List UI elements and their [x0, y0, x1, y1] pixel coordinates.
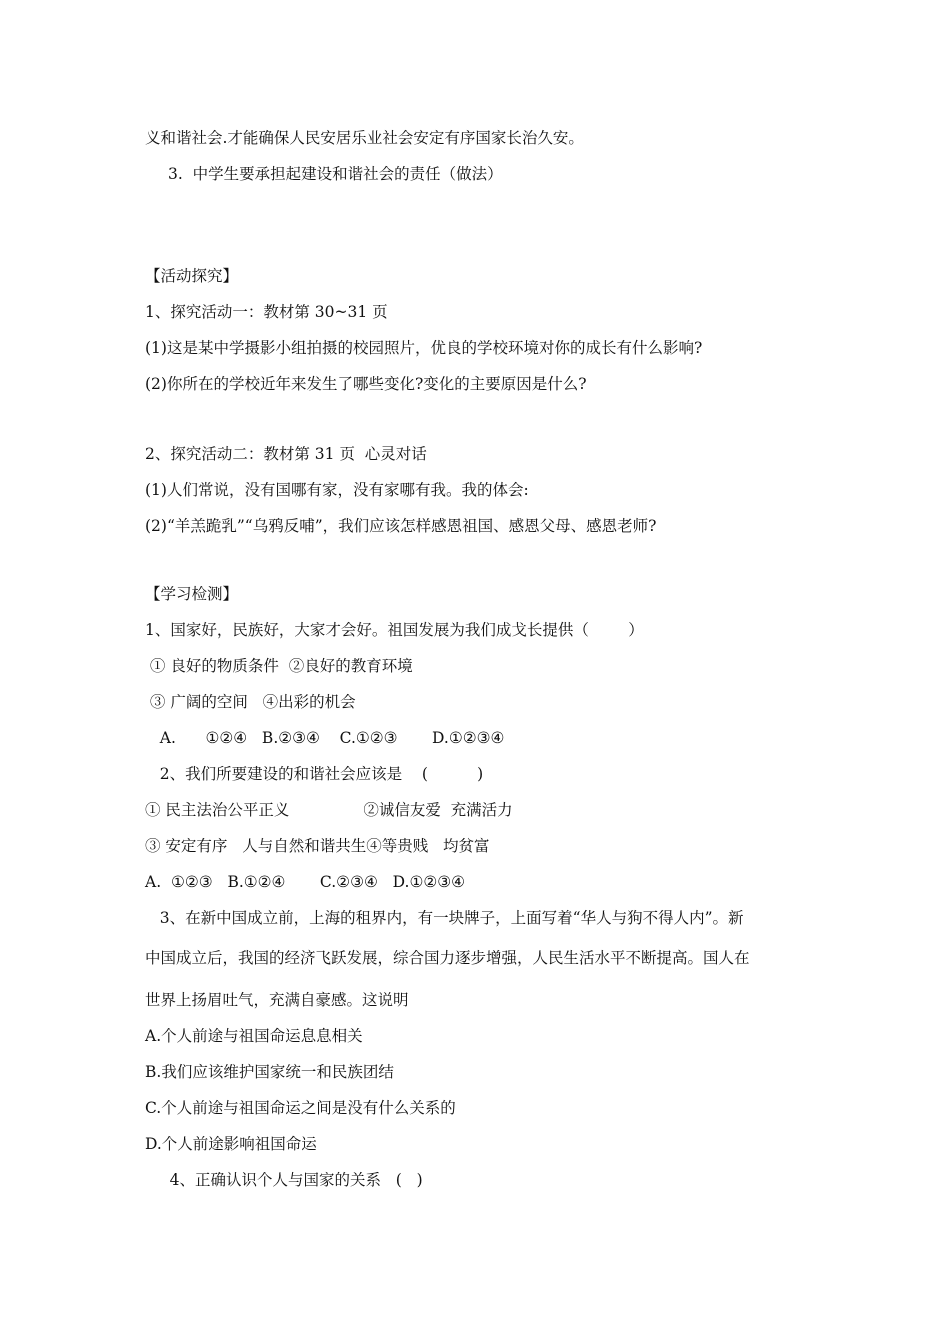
test-heading: 【学习检测】: [145, 585, 239, 603]
question-2-options-2: ③ 安定有序 人与自然和谐共生④等贵贱 均贫富: [145, 837, 490, 855]
question-3-option-c: C.个人前途与祖国命运之间是没有什么关系的: [145, 1099, 456, 1117]
activity-2-question-1: (1)人们常说，没有国哪有家，没有家哪有我。我的体会:: [145, 481, 529, 499]
question-1-options-2: ③ 广阔的空间 ④出彩的机会: [145, 693, 356, 711]
question-3-option-b: B.我们应该维护国家统一和民族团结: [145, 1063, 394, 1081]
question-1: 1、国家好，民族好，大家才会好。祖国发展为我们成戈长提供（ ）: [145, 621, 644, 639]
activity-1-question-1: (1)这是某中学摄影小组拍摄的校园照片，优良的学校环境对你的成长有什么影响?: [145, 339, 703, 357]
question-1-options-1: ① 良好的物质条件 ②良好的教育环境: [145, 657, 413, 675]
question-3-line-1: 3、在新中国成立前，上海的租界内，有一块牌子，上面写着“华人与狗不得人内”。新: [145, 909, 744, 927]
question-1-choices: A. ①②④ B.②③④ C.①②③ D.①②③④: [145, 729, 505, 747]
question-2: 2、我们所要建设的和谐社会应该是 ( ): [145, 765, 484, 783]
question-4: 4、正确认识个人与国家的关系 ( ): [145, 1171, 423, 1189]
question-3-option-a: A.个人前途与祖国命运息息相关: [145, 1027, 363, 1045]
question-2-options-1: ① 民主法治公平正义 ②诚信友爱 充满活力: [145, 801, 513, 819]
question-3-line-2: 中国成立后，我国的经济飞跃发展，综合国力逐步增强，人民生活水平不断提高。国人在: [145, 949, 750, 967]
activity-1-question-2: (2)你所在的学校近年来发生了哪些变化?变化的主要原因是什么?: [145, 375, 587, 393]
intro-line-2: 3. 中学生要承担起建设和谐社会的责任（做法）: [168, 165, 503, 183]
activity-2-title: 2、探究活动二：教材第 31 页 心灵对话: [145, 445, 427, 463]
question-3-option-d: D.个人前途影响祖国命运: [145, 1135, 317, 1153]
question-3-line-3: 世界上扬眉吐气，充满自豪感。这说明: [145, 991, 409, 1009]
intro-line-1: 义和谐社会.才能确保人民安居乐业社会安定有序国家长治久安。: [145, 129, 584, 147]
activity-heading: 【活动探究】: [145, 267, 239, 285]
activity-2-question-2: (2)“羊羔跪乳”“乌鸦反哺”，我们应该怎样感恩祖国、感恩父母、感恩老师?: [145, 517, 657, 535]
question-2-choices: A. ①②③ B.①②④ C.②③④ D.①②③④: [145, 873, 466, 891]
activity-1-title: 1、探究活动一：教材第 30~31 页: [145, 303, 388, 321]
